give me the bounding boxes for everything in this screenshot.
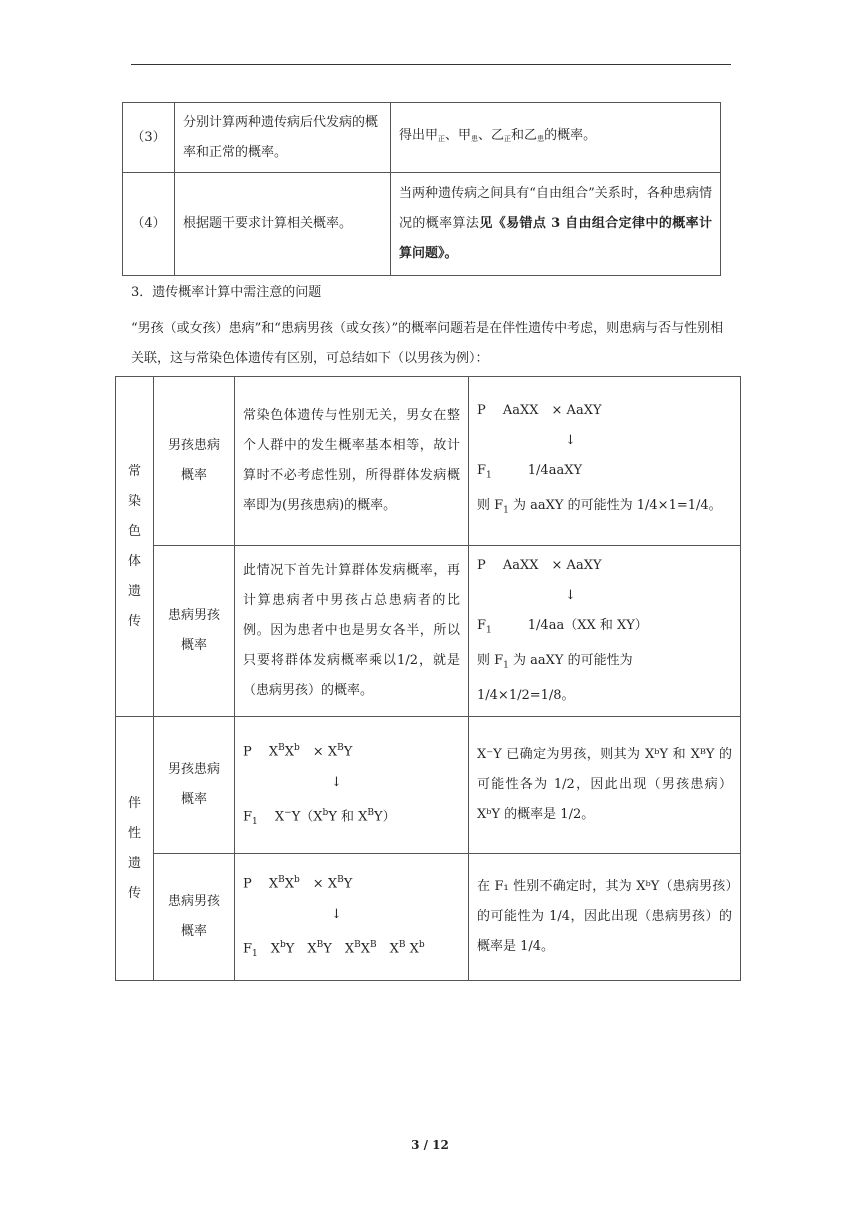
table-row (116, 377, 741, 546)
group-label-autosomal: 常 染 色 体 遗 传 (116, 377, 154, 717)
row-type: 男孩患病 概率 (154, 377, 235, 546)
row-explain: X⁻Y 已确定为男孩，则其为 XᵇY 和 XᴮY 的可能性各为 1/2，因此出现（男孩患病）XᵇY 的概率是 1/2。 (469, 717, 741, 854)
group-label-sexlinked: 伴 性 遗 传 (116, 717, 154, 981)
row-type: 患病男孩 概率 (154, 854, 235, 981)
step-text: 根据题干要求计算相关概率。 (175, 173, 391, 276)
row-cross: P AaXX × AaXY ↓ $F_1$ 1/4aa（XX 和 XY） 则 $F_1$ 为 aaXY 的可能性为 1/4×1/2=1/8。 (469, 546, 741, 717)
paragraph: “男孩（或女孩）患病”和“患病男孩（或女孩）”的概率问题若是在伴性遗传中考虑，则患病与否与性别相关联，这与常染色体遗传有区别，可总结如下（以男孩为例）： (131, 321, 724, 366)
step-text: 分别计算两种遗传病后代发病的概率和正常的概率。 (175, 103, 391, 173)
row-type: 男孩患病 概率 (154, 717, 235, 854)
row-cross: P AaXX × AaXY ↓ $F_1$ 1/4aaXY 则 $F_1$ 为 aaXY 的可能性为 1/4×1=1/4。 (469, 377, 741, 546)
table-row (123, 103, 721, 173)
table-row (116, 854, 741, 981)
step-note: 得出甲$_正$、甲$_患$、乙$_正$和乙$_患$的概率。 (391, 103, 721, 173)
header-rule (131, 64, 731, 65)
row-cross: P $X^BX^b$ × $X^BY$ ↓ $F_1$ $X^-Y(X^bY$ 和 $X^BY$） (235, 717, 469, 854)
row-explain: 此情况下首先计算群体发病概率，再计算患病者中男孩占总患病者的比例。因为患者中也是男女各半，所以只要将群体发病概率乘以1/2，就是（患病男孩）的概率。 (235, 546, 469, 717)
table-row (123, 173, 721, 276)
row-cross: P $X^BX^b$ × $X^BY$ ↓ $F_1$ $X^bY$ $X^BY$ $X^BX^B$ $X^B$ $X^b$ (235, 854, 469, 981)
step-note: 当两种遗传病之间具有“自由组合”关系时，各种患病情况的概率算法见《易错点 3 自由组合定律中的概率计算问题》。 (391, 173, 721, 276)
row-type: 患病男孩 概率 (154, 546, 235, 717)
row-explain: 在 F₁ 性别不确定时，其为 XᵇY（患病男孩）的可能性为 1/4，因此出现（患病男孩）的概率是 1/4。 (469, 854, 741, 981)
step-number: （4） (123, 173, 175, 276)
steps-table (122, 102, 721, 276)
row-explain: 常染色体遗传与性别无关，男女在整个人群中的发生概率基本相等，故计算时不必考虑性别，所得群体发病概率即为(男孩患病)的概率。 (235, 377, 469, 546)
step-number: （3） (123, 103, 175, 173)
table-row (116, 546, 741, 717)
table-row (116, 717, 741, 854)
comparison-table (115, 376, 741, 981)
section-title: 3．遗传概率计算中需注意的问题 (131, 285, 322, 300)
page-number: 3 / 12 (411, 1138, 449, 1152)
